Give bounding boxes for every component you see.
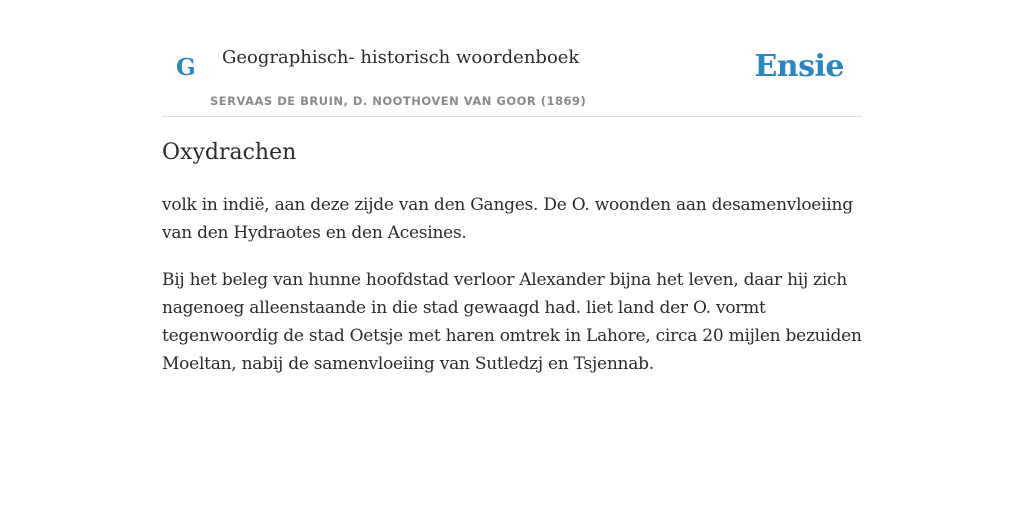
entry-title: Oxydrachen (162, 140, 297, 165)
entry-paragraph: volk in indië, aan deze zijde van den Ganges. De O. woonden aan desamenvloeiing van den Hydraotes en den Acesines. (162, 195, 853, 243)
entry-body (162, 191, 862, 397)
page-header (162, 0, 862, 117)
ensie-logo-link[interactable]: Ensie (754, 49, 844, 84)
entry-paragraph: Bij het beleg van hunne hoofdstad verloor Alexander bijna het leven, daar hij zich nagenoeg alleenstaande in die stad gewaagd had. liet land der O. vormt tegenwoordig de stad Oetsje met haren omtrek in Lahore, circa 20 mijlen bezuiden Moeltan, nabij de samenvloeiing van Sutledzj en Tsjennab. (162, 270, 862, 374)
book-letter-icon[interactable]: G (176, 54, 196, 81)
book-title-link[interactable]: Geographisch- historisch woordenboek (222, 47, 580, 68)
book-author: SERVAAS DE BRUIN, D. NOOTHOVEN VAN GOOR (1869) (210, 94, 587, 108)
